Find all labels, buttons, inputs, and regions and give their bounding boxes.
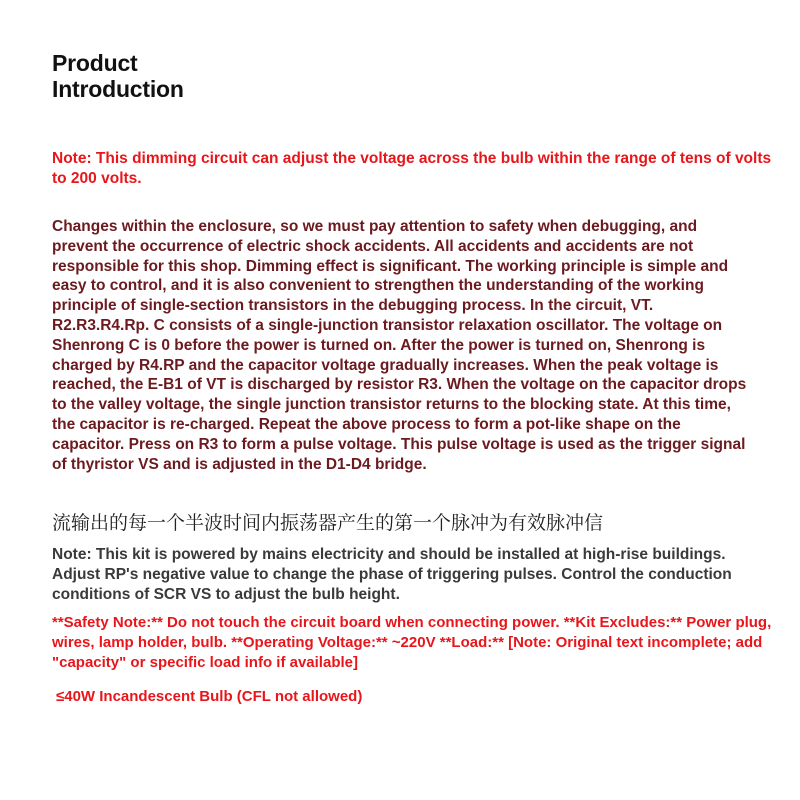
page-title-line-1: Product [52,50,138,76]
installation-note: Note: This kit is powered by mains electricity and should be installed at high-rise buildings. Adjust RP's negative value to change the phase of triggering pulses. Control the conduction conditions of SCR VS to adjust the bulb height. [52,546,732,603]
page-title-line-2: Introduction [52,76,184,102]
circuit-description: Changes within the enclosure, so we must pay attention to safety when debugging, and prevent the occurrence of electric shock accidents. All accidents and accidents are not responsible for this shop. Dimming effect is significant. The working principle is simple and easy to control, and it is also convenient to strengthen the understanding of the working principle of single-section transistors in the debugging process. In the circuit, VT. R2.R3.R4.Rp. C consists of a single-junction transistor relaxation oscillator. The voltage on Shenrong C is 0 before the power is turned on. After the power is turned on, Shenrong is charged by R4.RP and the capacitor voltage gradually increases. When the peak voltage is reached, the E-B1 of VT is discharged by resistor R3. When the voltage on the capacitor drops to the valley voltage, the single junction transistor returns to the blocking state. At this time, the capacitor is re-charged. Repeat the above process to form a pot-like shape on the capacitor. Press on R3 to form a pulse voltage. This pulse voltage is used as the trigger signal of thyristor VS and is adjusted in the D1-D4 bridge. [52,218,747,473]
voltage-range-note: Note: This dimming circuit can adjust the voltage across the bulb within the range of tens of volts to 200 volts. [52,150,772,187]
page-title [52,50,184,102]
bulb-limit-note: ≤40W Incandescent Bulb (CFL not allowed) [56,688,363,705]
chinese-text-line: 流输出的每一个半波时间内振荡器产生的第一个脉冲为有效脉冲信 [52,512,604,534]
safety-kit-note: **Safety Note:** Do not touch the circuit board when connecting power. **Kit Excludes:** Power plug, wires, lamp holder, bulb. **Operating Voltage:** ~220V **Load:** [Note: Original text incomplete; add "capacity" or specific load info if available] [52,614,772,671]
